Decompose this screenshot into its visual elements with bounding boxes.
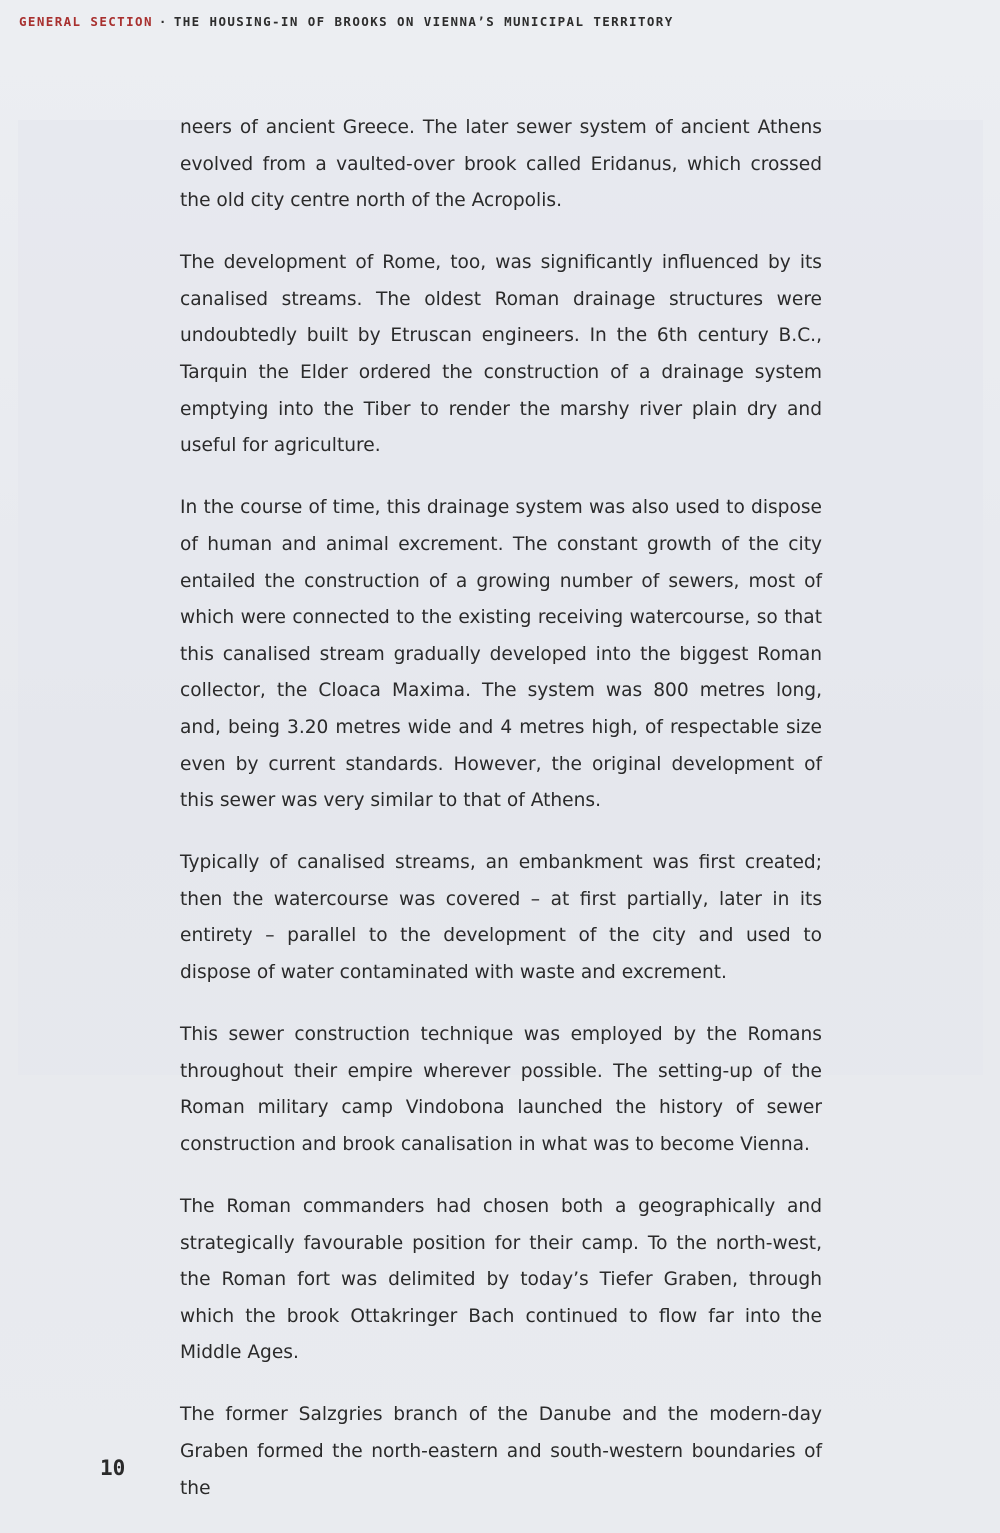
paragraph-2: The development of Rome, too, was significantly influenced by its canalised streams. The oldest Roman drainage structures were undoubtedly built by Etruscan engineers. In the 6th century B.C., Tarquin the Elder ordered the construction of a drainage system emptying into the Tiber to render the marshy river plain dry and useful for agriculture. [180,252,822,457]
header-chapter-title: THE HOUSING-IN OF BROOKS ON VIENNA’S MUNICIPAL TERRITORY [173,14,674,29]
paragraph-7: The former Salzgries branch of the Danube and the modern-day Graben formed the north-eastern and south-western boundaries of the [180,1404,822,1499]
paragraph-5: This sewer construction technique was employed by the Romans throughout their empire wherever possible. The setting-up of the Roman military camp Vindobona launched the history of sewer construction and brook canalisation in what was to become Vienna. [180,1024,822,1155]
header-section-label: GENERAL SECTION [19,14,153,29]
body-text [180,110,822,1533]
paragraph-4: Typically of canalised streams, an embankment was first created; then the watercourse was covered – at first partially, later in its entirety – parallel to the development of the city and used to dispose of water contaminated with waste and excrement. [180,852,822,983]
header-separator: · [158,14,168,29]
paragraph-1: neers of ancient Greece. The later sewer system of ancient Athens evolved from a vaulted-over brook called Eridanus, which crossed the old city centre north of the Acropolis. [180,117,822,212]
paragraph-6: The Roman commanders had chosen both a geographically and strategically favourable position for their camp. To the north-west, the Roman fort was delimited by today’s Tiefer Graben, through which the brook Ottakringer Bach continued to flow far into the Middle Ages. [180,1195,822,1364]
running-header [19,14,674,29]
page-number: 10 [100,1456,126,1480]
paragraph-3: In the course of time, this drainage system was also used to dispose of human and animal excrement. The constant growth of the city entailed the construction of a growing number of sewers, most of which were connected to the existing receiving watercourse, so that this canalised stream gradually developed into the biggest Roman collector, the Cloaca Maxima. The system was 800 metres long, and, being 3.20 metres wide and 4 metres high, of respectable size even by current standards. However, the original development of this sewer was very similar to that of Athens. [180,497,822,812]
